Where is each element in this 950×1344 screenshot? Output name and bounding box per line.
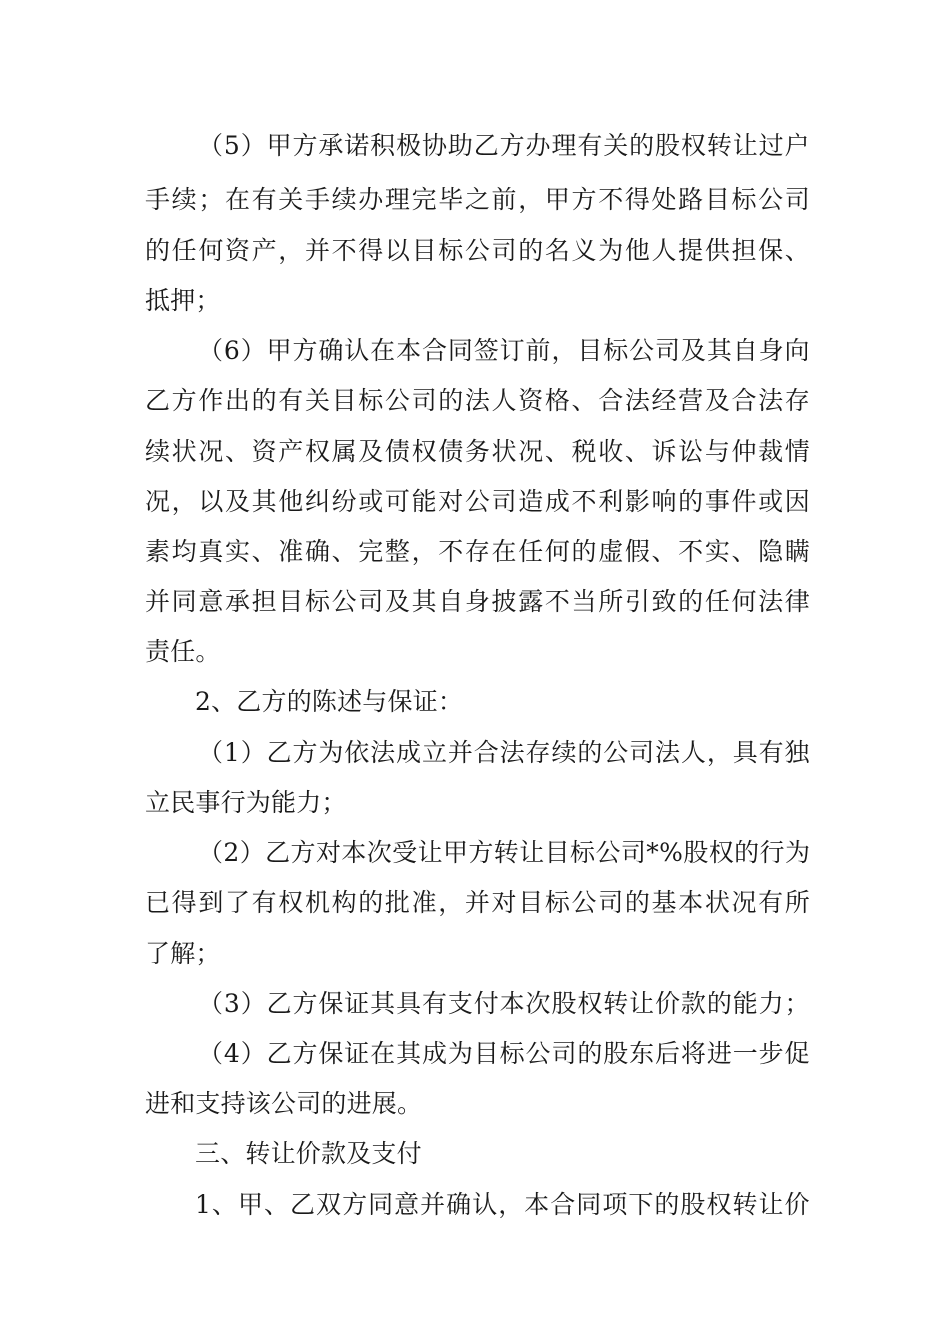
section-heading: 2、乙方的陈述与保证： (195, 687, 464, 716)
text-line: 续状况、资产权属及债权债务状况、税收、诉讼与仲裁情 (145, 437, 812, 466)
text-line: （1）乙方为依法成立并合法存续的公司法人，具有独 (198, 738, 811, 767)
text-line: 立民事行为能力； (145, 788, 347, 817)
text-line: （4）乙方保证在其成为目标公司的股东后将进一步促 (198, 1039, 811, 1068)
text-line: （5）甲方承诺积极协助乙方办理有关的股权转让过户 (198, 131, 811, 160)
text-line: 的任何资产，并不得以目标公司的名义为他人提供担保、 (145, 236, 812, 265)
text-line: 况，以及其他纠纷或可能对公司造成不利影响的事件或因 (145, 487, 812, 516)
text-line: 进和支持该公司的进展。 (145, 1089, 423, 1118)
text-line: 1、甲、乙双方同意并确认，本合同项下的股权转让价 (195, 1190, 811, 1219)
text-line: 手续；在有关手续办理完毕之前，甲方不得处路目标公司 (145, 185, 812, 214)
text-line: 已得到了有权机构的批准，并对目标公司的基本状况有所 (145, 888, 812, 917)
section-heading: 三、转让价款及支付 (195, 1139, 422, 1168)
text-line: 并同意承担目标公司及其自身披露不当所引致的任何法律 (145, 587, 812, 616)
text-line: 了解； (145, 939, 221, 968)
text-line: （3）乙方保证其具有支付本次股权转让价款的能力； (198, 989, 811, 1018)
text-line: 素均真实、准确、完整，不存在任何的虚假、不实、隐瞒 (145, 537, 812, 566)
text-line: 乙方作出的有关目标公司的法人资格、合法经营及合法存 (145, 386, 812, 415)
text-line: （2）乙方对本次受让甲方转让目标公司*%股权的行为 (198, 838, 811, 867)
text-line: 责任。 (145, 637, 221, 666)
text-line: （6）甲方确认在本合同签订前，目标公司及其自身向 (198, 336, 811, 365)
text-line: 抵押； (145, 286, 221, 315)
